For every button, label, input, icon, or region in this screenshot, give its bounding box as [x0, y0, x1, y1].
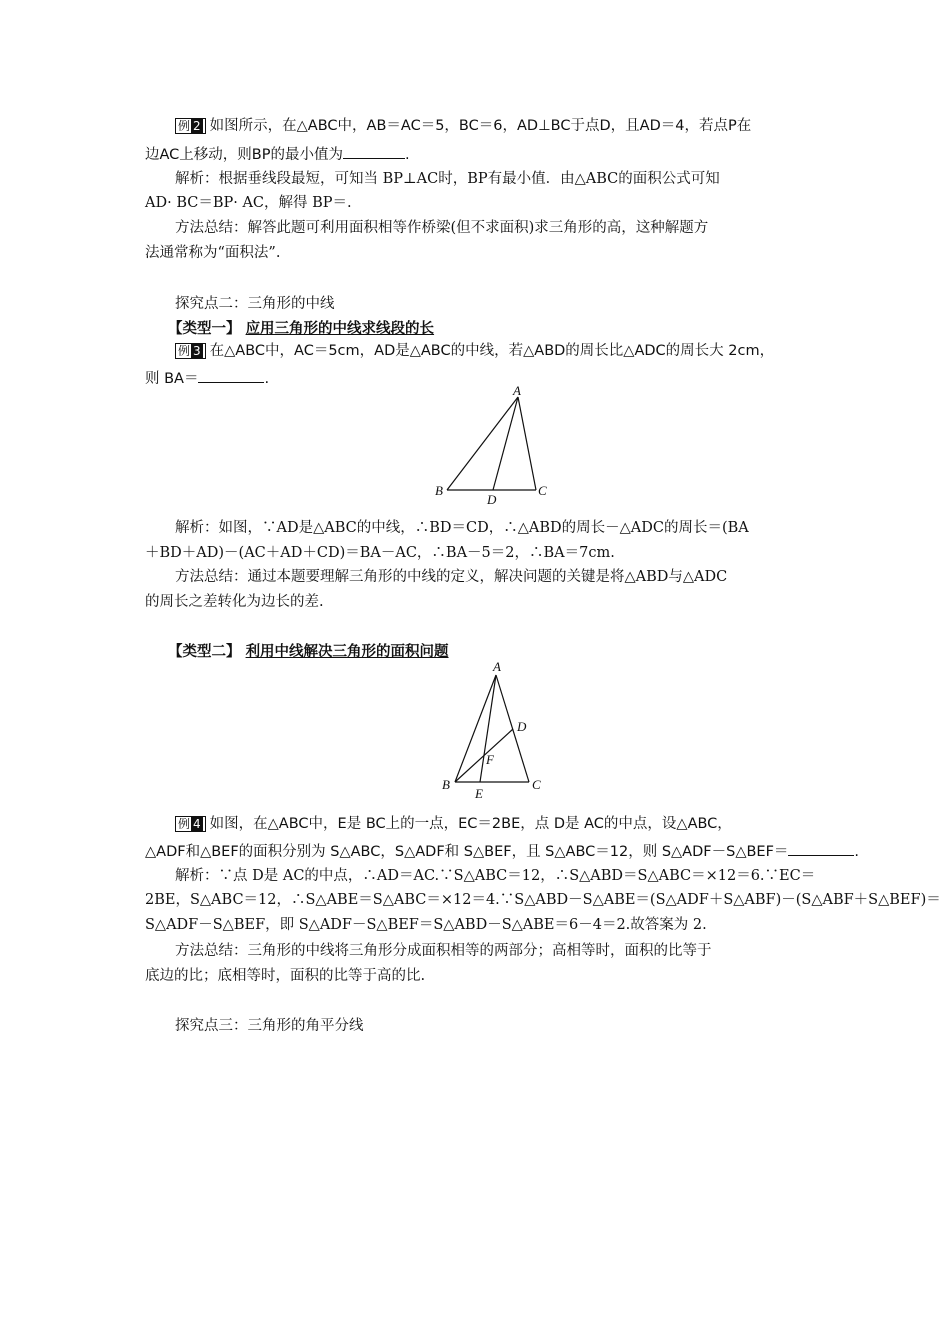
section-heading-3: 探究点三：三角形的角平分线 [175, 1018, 364, 1034]
label-E: E [475, 786, 483, 800]
ex3-solution-1: 解析：如图，∵AD是△ABC的中线，∴BD＝CD，∴△ABD的周长－△ADC的周长＝(BA [175, 520, 749, 536]
ex3-line1: 例 3 在△ABC中，AC＝5cm，AD是△ABC的中线，若△ABD的周长比△ADC的周长大 2cm， [145, 341, 840, 361]
side-AB [447, 397, 518, 490]
example-badge: 例 3 [175, 343, 206, 359]
ex4-summary-2: 底边的比；底相等时，面积的比等于高的比. [145, 968, 426, 984]
type2-heading: 【类型二】 利用中线解决三角形的面积问题 [168, 644, 449, 660]
ex4-solution-1: 解析：∵点 D是 AC的中点，∴AD＝AC.∵S△ABC＝12，∴S△ABD＝S△ABC＝×12＝6.∵EC＝ [175, 868, 816, 884]
ex2-line1: 例 2 如图所示，在△ABC中，AB＝AC＝5，BC＝6，AD⊥BC于点D，且AD＝4，若点P在 [145, 116, 840, 136]
label-F: F [486, 752, 494, 767]
type1-heading: 【类型一】 应用三角形的中线求线段的长 [168, 321, 435, 337]
ex3-solution-2: ＋BD＋AD)－(AC＋AD＋CD)＝BA－AC，∴BA－5＝2，∴BA＝7cm. [145, 545, 615, 561]
ex2-solution-1: 解析：根据垂线段最短，可知当 BP⊥AC时，BP有最小值．由△ABC的面积公式可知 [175, 171, 720, 187]
answer-blank [343, 144, 405, 159]
figure-triangle-areas [435, 658, 555, 800]
section-heading-2: 探究点二：三角形的中线 [175, 296, 335, 312]
label-B: B [442, 777, 450, 792]
ex2-solution-2: AD· BC＝BP· AC，解得 BP＝. [145, 195, 352, 211]
answer-blank [198, 368, 264, 383]
ex4-line2: △ADF和△BEF的面积分别为 S△ABC，S△ADF和 S△BEF，且 S△ABC＝12，则 S△ADF－S△BEF＝ . [145, 841, 810, 862]
example-badge: 例 4 [175, 816, 206, 832]
ex2-summary-1: 方法总结：解答此题可利用面积相等作桥梁(但不求面积)求三角形的高，这种解题方 [175, 220, 709, 236]
median-AD [493, 397, 518, 490]
example-badge: 例 2 [175, 118, 206, 134]
ex4-line1: 例 4 如图，在△ABC中，E是 BC上的一点，EC＝2BE，点 D是 AC的中点，设△ABC， [145, 814, 840, 834]
label-B: B [435, 483, 443, 498]
ex2-line2: 边AC上移动，则BP的最小值为 . [145, 144, 810, 165]
answer-blank [788, 841, 854, 856]
segment-BD [455, 729, 513, 782]
ex3-summary-2: 的周长之差转化为边长的差. [145, 594, 324, 610]
ex4-solution-3: S△ADF－S△BEF，即 S△ADF－S△BEF＝S△ABD－S△ABE＝6－4＝2.故答案为 2. [145, 917, 707, 933]
figure-triangle-median [430, 383, 560, 508]
ex4-solution-2: 2BE，S△ABC＝12，∴S△ABE＝S△ABC＝×12＝4.∵S△ABD－S△ABE＝(S△ADF＋S△ABF)－(S△ABF＋S△BEF)＝ [145, 892, 941, 908]
label-A: A [493, 659, 501, 674]
label-C: C [538, 483, 547, 498]
label-D: D [487, 492, 497, 507]
label-D: D [517, 719, 527, 734]
side-AC [518, 397, 536, 490]
ex2-summary-2: 法通常称为“面积法”. [145, 245, 281, 261]
ex4-summary-1: 方法总结：三角形的中线将三角形分成面积相等的两部分；高相等时，面积的比等于 [175, 943, 712, 959]
label-A: A [513, 383, 521, 398]
ex3-summary-1: 方法总结：通过本题要理解三角形的中线的定义，解决问题的关键是将△ABD与△ADC [175, 569, 728, 585]
ex3-line2: 则 BA＝ . [145, 368, 810, 389]
label-C: C [532, 777, 541, 792]
